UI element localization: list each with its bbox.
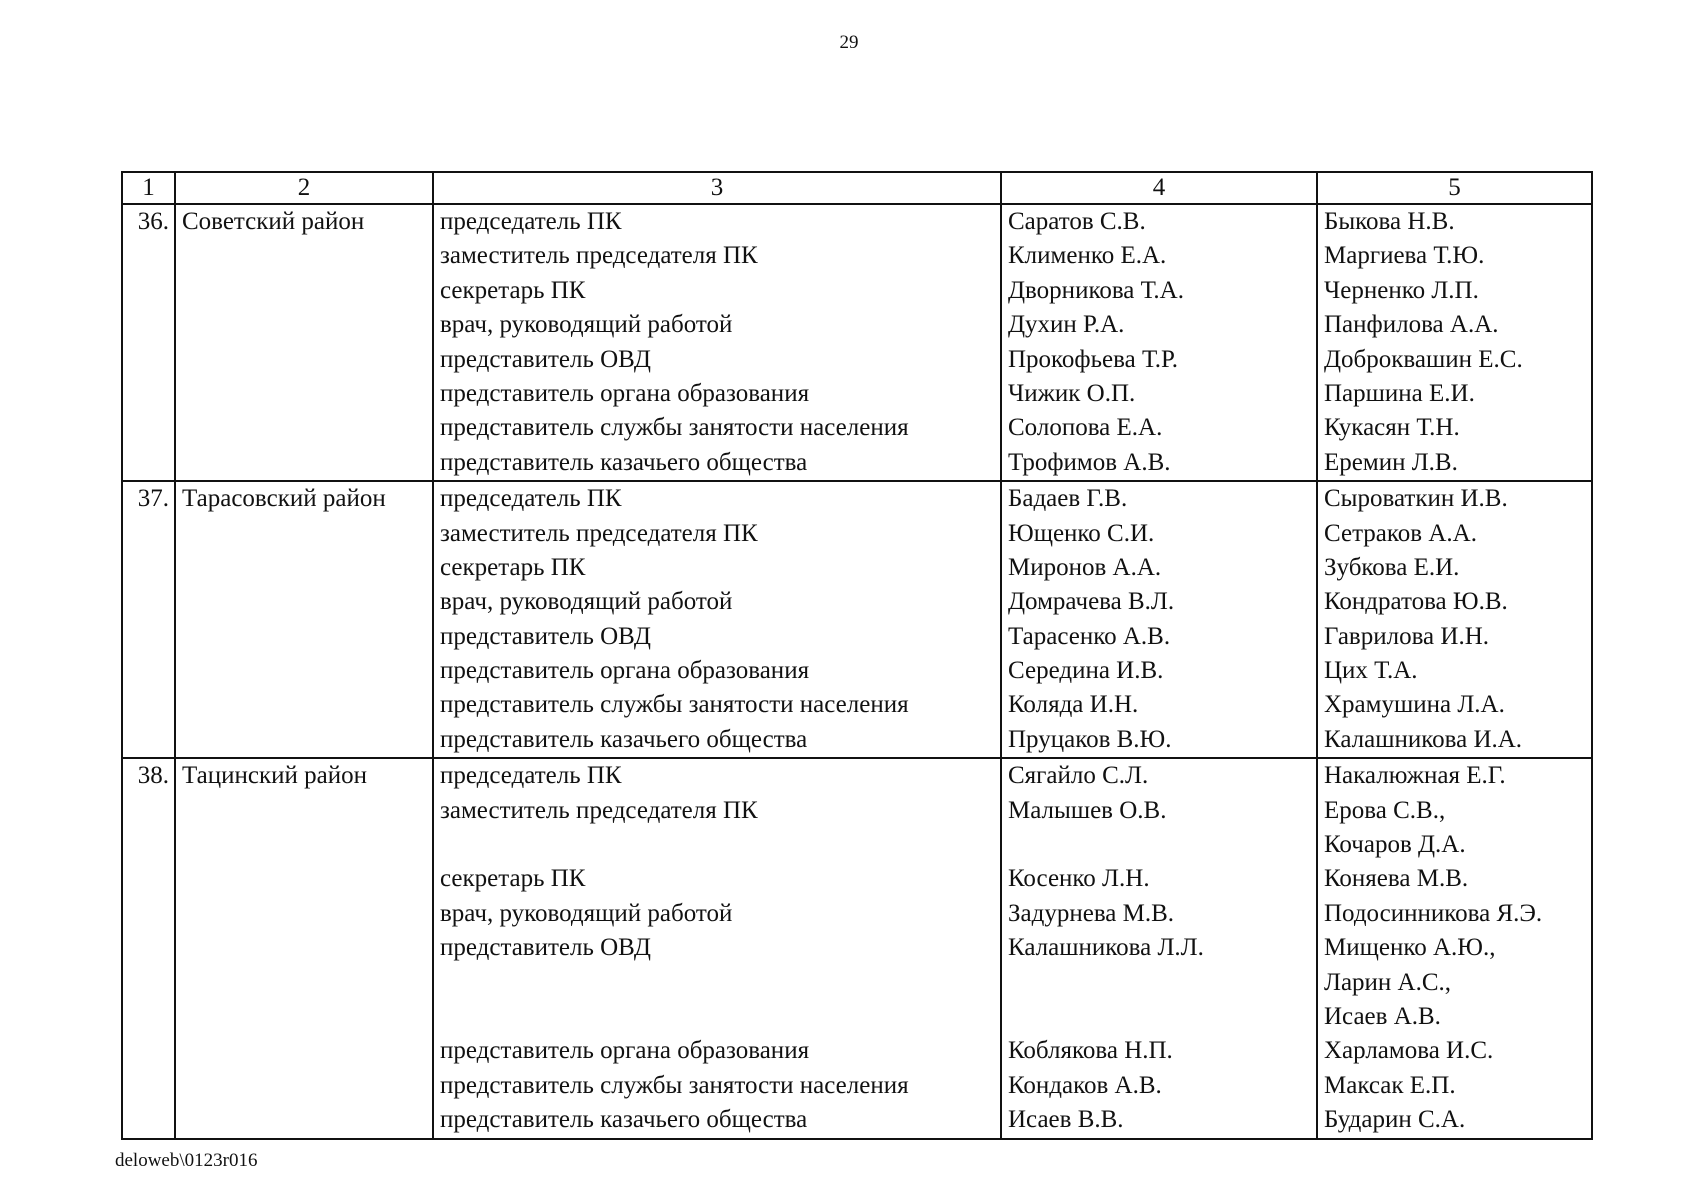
reserve-cell bbox=[1317, 204, 1592, 481]
role-line: секретарь ПК bbox=[440, 553, 586, 581]
region-name: Тацинский район bbox=[182, 762, 367, 790]
role-line: представитель службы занятости населения bbox=[440, 414, 909, 442]
member-name: Задурнева М.В. bbox=[1008, 899, 1175, 927]
member-name: Малышев О.В. bbox=[1008, 796, 1167, 824]
reserve-cell bbox=[1317, 758, 1592, 1138]
role-cell bbox=[433, 204, 1001, 481]
region-cell bbox=[175, 204, 433, 481]
header-cell: 2 bbox=[175, 172, 433, 204]
reserve-name: Храмушина Л.А. bbox=[1324, 691, 1505, 719]
role-line: представитель органа образования bbox=[440, 1037, 810, 1065]
region-name: Советский район bbox=[182, 208, 365, 235]
member-name: Чижик О.П. bbox=[1008, 379, 1136, 407]
role-line: представитель казачьего общества bbox=[440, 725, 808, 753]
role-line: председатель ПК bbox=[440, 485, 622, 513]
reserve-name: Исаев А.В. bbox=[1324, 1002, 1441, 1030]
member-name bbox=[1002, 1000, 1316, 1034]
reserve-name: Кочаров Д.А. bbox=[1324, 831, 1466, 859]
member-name: Сягайло С.Л. bbox=[1008, 762, 1149, 790]
role-line: заместитель председателя ПК bbox=[440, 796, 758, 824]
reserve-name: Панфилова А.А. bbox=[1324, 311, 1499, 339]
reserve-name: Накалюжная Е.Г. bbox=[1324, 762, 1506, 790]
member-name: Тарасенко А.В. bbox=[1008, 622, 1171, 650]
member-name: Солопова Е.А. bbox=[1008, 414, 1163, 442]
reserve-name: Максак Е.П. bbox=[1324, 1071, 1456, 1099]
role-line bbox=[434, 966, 1000, 1000]
member-cell bbox=[1001, 481, 1317, 758]
member-name: Бадаев Г.В. bbox=[1008, 485, 1128, 513]
row-number: 36. bbox=[137, 208, 169, 235]
reserve-name: Еремин Л.В. bbox=[1324, 448, 1458, 476]
region-name: Тарасовский район bbox=[182, 485, 386, 513]
member-name: Миронов А.А. bbox=[1008, 553, 1162, 581]
reserve-name: Кукасян Т.Н. bbox=[1324, 414, 1460, 442]
member-name: Ющенко С.И. bbox=[1008, 519, 1155, 547]
role-line: представитель ОВД bbox=[440, 934, 651, 962]
member-cell bbox=[1001, 204, 1317, 481]
member-name: Трофимов А.В. bbox=[1008, 448, 1171, 476]
document-code: deloweb\0123r016 bbox=[115, 1150, 258, 1171]
role-line: представитель органа образования bbox=[440, 657, 810, 685]
role-line: председатель ПК bbox=[440, 762, 622, 790]
role-line: секретарь ПК bbox=[440, 865, 586, 893]
member-name: Духин Р.А. bbox=[1008, 311, 1125, 339]
commission-table-container bbox=[121, 171, 1593, 1140]
region-cell bbox=[175, 481, 433, 758]
reserve-name: Сетраков А.А. bbox=[1324, 519, 1477, 547]
member-cell bbox=[1001, 758, 1317, 1138]
table-header-row bbox=[122, 172, 1592, 204]
member-name: Коблякова Н.П. bbox=[1008, 1037, 1173, 1065]
role-line: врач, руководящий работой bbox=[440, 311, 733, 339]
table-row bbox=[122, 481, 1592, 758]
member-name bbox=[1002, 966, 1316, 1000]
role-line: представитель казачьего общества bbox=[440, 1106, 808, 1134]
region-cell bbox=[175, 758, 433, 1138]
member-name: Середина И.В. bbox=[1008, 657, 1164, 685]
row-number: 38. bbox=[137, 762, 169, 790]
role-line: заместитель председателя ПК bbox=[440, 242, 758, 270]
reserve-name: Доброквашин Е.С. bbox=[1324, 345, 1523, 373]
reserve-name: Зубкова Е.И. bbox=[1324, 553, 1460, 581]
row-number-cell bbox=[122, 204, 175, 481]
member-name: Косенко Л.Н. bbox=[1008, 865, 1150, 893]
role-line bbox=[434, 828, 1000, 862]
table-row bbox=[122, 758, 1592, 1138]
row-number-cell bbox=[122, 481, 175, 758]
table-body bbox=[122, 204, 1592, 1139]
member-name: Домрачева В.Л. bbox=[1008, 588, 1175, 616]
reserve-name: Маргиева Т.Ю. bbox=[1324, 242, 1485, 270]
commission-table bbox=[121, 171, 1593, 1140]
reserve-name: Цих Т.А. bbox=[1324, 657, 1418, 685]
reserve-name: Черненко Л.П. bbox=[1324, 276, 1479, 304]
member-name bbox=[1002, 828, 1316, 862]
member-name: Исаев В.В. bbox=[1008, 1106, 1124, 1134]
role-cell bbox=[433, 758, 1001, 1138]
reserve-name: Гаврилова И.Н. bbox=[1324, 622, 1490, 650]
role-line: представитель службы занятости населения bbox=[440, 691, 909, 719]
role-line: представитель ОВД bbox=[440, 622, 651, 650]
reserve-name: Ерова С.В., bbox=[1324, 796, 1446, 824]
header-cell: 3 bbox=[433, 172, 1001, 204]
reserve-name: Кондратова Ю.В. bbox=[1324, 588, 1508, 616]
page-number: 29 bbox=[839, 32, 859, 53]
reserve-name: Коняева М.В. bbox=[1324, 865, 1469, 893]
reserve-cell bbox=[1317, 481, 1592, 758]
role-line: представитель ОВД bbox=[440, 345, 651, 373]
reserve-name: Бударин С.А. bbox=[1324, 1106, 1466, 1134]
role-line: заместитель председателя ПК bbox=[440, 519, 758, 547]
reserve-name: Подосинникова Я.Э. bbox=[1324, 899, 1543, 927]
role-line: представитель органа образования bbox=[440, 379, 810, 407]
role-cell bbox=[433, 481, 1001, 758]
member-name: Коляда И.Н. bbox=[1008, 691, 1139, 719]
role-line: представитель казачьего общества bbox=[440, 448, 808, 476]
member-name: Саратов С.В. bbox=[1008, 208, 1146, 235]
member-name: Кондаков А.В. bbox=[1008, 1071, 1162, 1099]
member-name: Пруцаков В.Ю. bbox=[1008, 725, 1172, 753]
row-number-cell bbox=[122, 758, 175, 1138]
role-line: врач, руководящий работой bbox=[440, 899, 733, 927]
member-name: Прокофьева Т.Р. bbox=[1008, 345, 1178, 373]
header-cell: 1 bbox=[122, 172, 175, 204]
reserve-name: Ларин А.С., bbox=[1324, 968, 1452, 996]
header-cell: 5 bbox=[1317, 172, 1592, 204]
member-name: Калашникова Л.Л. bbox=[1008, 934, 1204, 962]
reserve-name: Паршина Е.И. bbox=[1324, 379, 1475, 407]
role-line: врач, руководящий работой bbox=[440, 588, 733, 616]
reserve-name: Харламова И.С. bbox=[1324, 1037, 1494, 1065]
role-line: председатель ПК bbox=[440, 208, 622, 235]
reserve-name: Сыроваткин И.В. bbox=[1324, 485, 1508, 513]
member-name: Клименко Е.А. bbox=[1008, 242, 1167, 270]
header-cell: 4 bbox=[1001, 172, 1317, 204]
role-line: представитель службы занятости населения bbox=[440, 1071, 909, 1099]
role-line bbox=[434, 1000, 1000, 1034]
reserve-name: Калашникова И.А. bbox=[1324, 725, 1523, 753]
role-line: секретарь ПК bbox=[440, 276, 586, 304]
reserve-name: Быкова Н.В. bbox=[1324, 208, 1455, 235]
row-number: 37. bbox=[137, 485, 169, 513]
reserve-name: Мищенко А.Ю., bbox=[1324, 934, 1496, 962]
table-row bbox=[122, 204, 1592, 481]
member-name: Дворникова Т.А. bbox=[1008, 276, 1184, 304]
